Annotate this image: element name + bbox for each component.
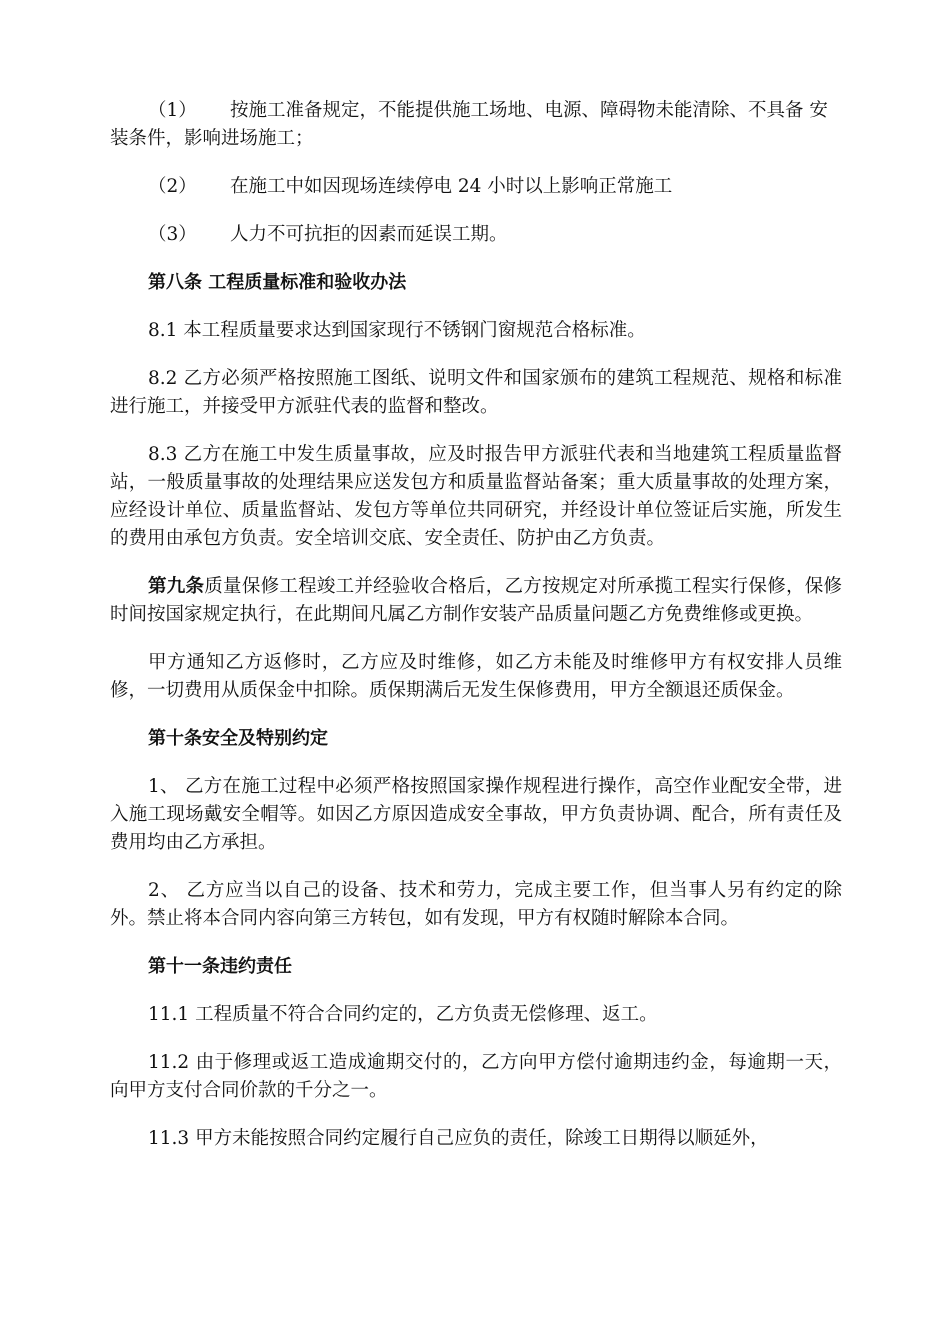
article-8-heading: 第八条 工程质量标准和验收办法	[148, 272, 407, 293]
list-number: （1）	[148, 100, 197, 121]
article-9-paragraph	[110, 573, 842, 629]
article-8-clause-3: 8.3 乙方在施工中发生质量事故，应及时报告甲方派驻代表和当地建筑工程质量监督站，一般质量事故的处理结果应送发包方和质量监督站备案；重大质量事故的处理方案，应经设计单位、质量监督站、发包方等单位共同研究，并经设计单位签证后实施，所发生的费用由承包方负责。安全培训交底、安全责任、防护由乙方负责。	[110, 444, 842, 549]
list-item-3	[110, 221, 842, 249]
article-8-clause-1: 8.1 本工程质量要求达到国家现行不锈钢门窗规范合格标准。	[148, 320, 646, 341]
article-9-text: 质量保修工程竣工并经验收合格后，乙方按规定对所承揽工程实行保修，保修时间按国家规定执行，在此期间凡属乙方制作安装产品质量问题乙方免费维修或更换。	[110, 576, 842, 625]
list-text: 人力不可抗拒的因素而延误工期。	[230, 224, 508, 245]
list-number: （2）	[148, 176, 197, 197]
list-item-2	[110, 173, 842, 201]
list-text: 按施工准备规定，不能提供施工场地、电源、障碍物未能清除、不具备 安装条件，影响进场施工；	[110, 100, 828, 149]
article-9-heading: 第九条	[148, 576, 205, 597]
article-11-clause-3: 11.3 甲方未能按照合同约定履行自己应负的责任，除竣工日期得以顺延外，	[148, 1128, 769, 1149]
article-10-heading: 第十条安全及特别约定	[148, 728, 328, 749]
article-11-clause-1: 11.1 工程质量不符合合同约定的，乙方负责无偿修理、返工。	[148, 1004, 658, 1025]
list-text: 在施工中如因现场连续停电 24 小时以上影响正常施工	[230, 176, 673, 197]
article-10-clause-1: 1、 乙方在施工过程中必须严格按照国家操作规程进行操作，高空作业配安全带，进入施工现场戴安全帽等。如因乙方原因造成安全事故，甲方负责协调、配合，所有责任及费用均由乙方承担。	[110, 776, 842, 853]
article-11-heading: 第十一条违约责任	[148, 956, 292, 977]
article-11-clause-2: 11.2 由于修理或返工造成逾期交付的，乙方向甲方偿付逾期违约金，每逾期一天，向甲方支付合同价款的千分之一。	[110, 1052, 842, 1101]
article-9-paragraph-2: 甲方通知乙方返修时，乙方应及时维修，如乙方未能及时维修甲方有权安排人员维修，一切费用从质保金中扣除。质保期满后无发生保修费用，甲方全额退还质保金。	[110, 652, 842, 701]
list-number: （3）	[148, 224, 197, 245]
article-10-clause-2: 2、 乙方应当以自己的设备、技术和劳力，完成主要工作，但当事人另有约定的除外。禁止将本合同内容向第三方转包，如有发现，甲方有权随时解除本合同。	[110, 880, 842, 929]
list-item-1	[110, 97, 842, 153]
article-8-clause-2: 8.2 乙方必须严格按照施工图纸、说明文件和国家颁布的建筑工程规范、规格和标准进行施工，并接受甲方派驻代表的监督和整改。	[110, 368, 842, 417]
document-page	[110, 97, 842, 1173]
